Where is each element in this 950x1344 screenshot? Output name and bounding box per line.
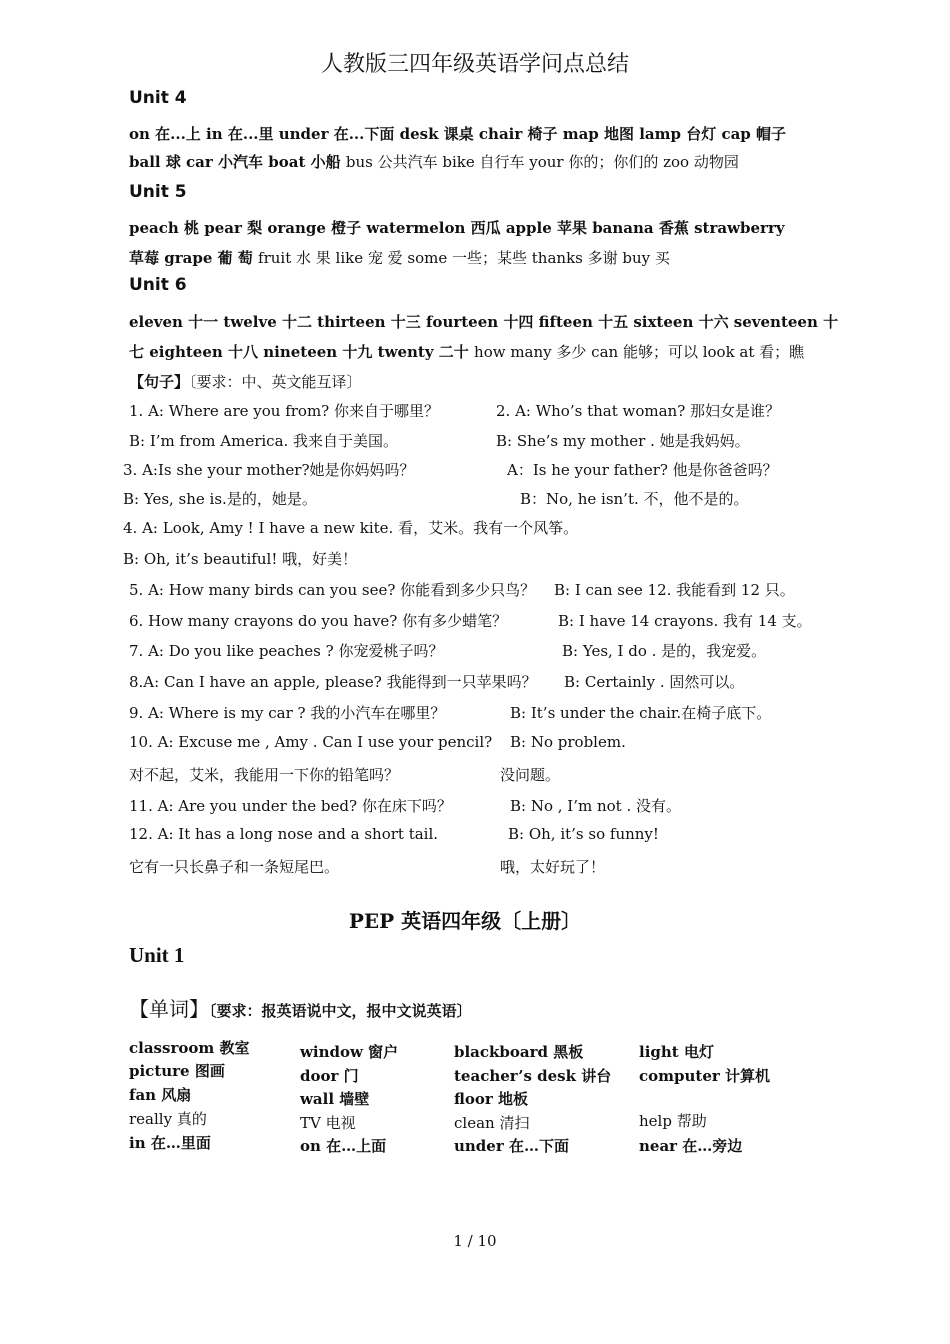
word-col1-row3: fan 风扇: [129, 1086, 192, 1104]
word-col3-row3: floor 地板: [454, 1090, 529, 1108]
sentence-2-right: B: She’s my mother . 她是我妈妈。: [496, 432, 750, 450]
sentence-11-left: 9. A: Where is my car ? 我的小汽车在哪里？: [129, 704, 446, 722]
sentence-14-left: 11. A: Are you under the bed? 你在床下吗？: [129, 797, 452, 815]
unit6-heading: Unit 6: [129, 275, 187, 295]
sentence-15-left: 12. A: It has a long nose and a short tail.: [129, 825, 439, 843]
word-col3-row4: clean 清扫: [454, 1114, 530, 1132]
sentence-7-left: 5. A: How many birds can you see? 你能看到多少只鸟？: [129, 581, 536, 599]
page-number: 1 / 10: [453, 1232, 497, 1250]
sentences-heading: [129, 371, 362, 392]
unit6-vocab-2-part-1: how many 多少 can 能够；可以 look at 看；瞧: [474, 343, 805, 361]
word-col2-row3: wall 墙壁: [300, 1090, 370, 1108]
word-col1-row5: in 在…里面: [129, 1134, 211, 1152]
sentence-3-right: A：Is he your father? 他是你爸爸吗？: [507, 461, 778, 479]
sentence-10-left: 8.A: Can I have an apple, please? 我能得到一只苹果吗？: [129, 673, 537, 691]
sentence-11-right: B: It’s under the chair.在椅子底下。: [510, 704, 772, 722]
unit5-vocab-1-part-0: peach 桃 pear 梨 orange 橙子 watermelon 西瓜 apple 苹果 banana 香蕉 strawberry: [129, 219, 785, 237]
sentence-10-right: B: Certainly . 固然可以。: [564, 673, 745, 691]
sentence-2-left: B: I’m from America. 我来自于美国。: [129, 432, 399, 450]
unit4-vocab-2-part-1: bus 公共汽车 bike 自行车 your 你的；你们的 zoo 动物园: [345, 153, 739, 171]
word-col4-row5: near 在…旁边: [639, 1137, 743, 1155]
unit4-vocab-line-2: [129, 151, 739, 172]
sentence-7-right: B: I can see 12. 我能看到 12 只。: [554, 581, 795, 599]
sentence-1-left: 1. A: Where are you from? 你来自于哪里？: [129, 402, 439, 420]
sentence-8-left: 6. How many crayons do you have? 你有多少蜡笔？: [129, 612, 508, 630]
sentence-16-right: 哦，太好玩了！: [500, 858, 606, 876]
unit5-heading: Unit 5: [129, 182, 187, 202]
grade4-section-title: PEP 英语四年级〔上册〕: [348, 909, 582, 933]
sentence-14-right: B: No , I’m not . 没有。: [510, 797, 682, 815]
word-col4-row1: light 电灯: [639, 1043, 714, 1061]
word-col2-row1: window 窗户: [300, 1043, 399, 1061]
word-col1-row4: really 真的: [129, 1110, 207, 1128]
sentence-6-left: B: Oh, it’s beautiful! 哦，好美！: [123, 550, 358, 568]
word-col2-row5: on 在…上面: [300, 1137, 387, 1155]
word-col2-row4: TV 电视: [300, 1114, 356, 1132]
sentence-13-right: 没问题。: [500, 766, 561, 784]
word-col2-row2: door 门: [300, 1067, 359, 1085]
sentences-heading-label: 【句子】: [129, 373, 190, 391]
word-col1-row2: picture 图画: [129, 1062, 225, 1080]
sentence-16-left: 它有一只长鼻子和一条短尾巴。: [129, 858, 340, 876]
unit4-vocab-1-part-0: on 在...上 in 在...里 under 在...下面 desk 课桌 chair 椅子 map 地图 lamp 台灯 cap 帽子: [129, 125, 787, 143]
word-col3-row2: teacher’s desk 讲台: [454, 1067, 612, 1085]
document-title: 人教版三四年级英语学问点总结: [320, 52, 629, 77]
unit6-vocab-1-part-0: eleven 十一 twelve 十二 thirteen 十三 fourteen 十四 fifteen 十五 sixteen 十六 seventeen 十: [129, 313, 839, 331]
words-heading: [129, 993, 472, 1022]
grade4-unit1-heading: Unit 1: [129, 943, 185, 967]
sentence-5-left: 4. A: Look, Amy ! I have a new kite. 看，艾米。我有一个风筝。: [123, 519, 579, 537]
unit5-vocab-2-part-0: 草莓 grape 葡 萄: [129, 249, 259, 267]
unit5-vocab-line-2: [129, 247, 670, 268]
word-col1-row1: classroom 教室: [129, 1039, 250, 1057]
sentence-9-left: 7. A: Do you like peaches ? 你宠爱桃子吗？: [129, 642, 444, 660]
unit4-vocab-2-part-0: ball 球 car 小汽车 boat 小船: [129, 153, 346, 171]
unit5-vocab-2-part-1: fruit 水 果 like 宠 爱 some 一些；某些 thanks 多谢 buy 买: [258, 249, 670, 267]
sentence-9-right: B: Yes, I do . 是的，我宠爱。: [562, 642, 767, 660]
word-col4-row4: help 帮助: [639, 1112, 707, 1130]
unit6-vocab-2-part-0: 七 eighteen 十八 nineteen 十九 twenty 二十: [129, 343, 475, 361]
sentence-15-right: B: Oh, it’s so funny!: [508, 825, 659, 843]
words-heading-label: 【单词】: [129, 997, 209, 1021]
sentence-12-right: B: No problem.: [510, 733, 626, 751]
word-col3-row5: under 在…下面: [454, 1137, 569, 1155]
unit6-vocab-line-1: [129, 311, 838, 332]
sentences-heading-requirement: 〔要求：中、英文能互译〕: [189, 373, 362, 391]
words-heading-requirement: 〔要求：报英语说中文，报中文说英语〕: [209, 1002, 472, 1020]
sentence-1-right: 2. A: Who’s that woman? 那妇女是谁？: [496, 402, 781, 420]
sentence-4-right: B：No, he isn’t. 不，他不是的。: [520, 490, 749, 508]
word-col4-row2: computer 计算机: [639, 1067, 771, 1085]
word-col3-row1: blackboard 黑板: [454, 1043, 584, 1061]
sentence-4-left: B: Yes, she is.是的，她是。: [123, 490, 317, 508]
sentence-13-left: 对不起，艾米，我能用一下你的铅笔吗？: [129, 766, 400, 784]
unit4-vocab-line-1: [129, 123, 786, 144]
sentence-3-left: 3. A:Is she your mother?她是你妈妈吗？: [123, 461, 415, 479]
sentence-12-left: 10. A: Excuse me , Amy . Can I use your pencil?: [129, 733, 493, 751]
sentence-8-right: B: I have 14 crayons. 我有 14 支。: [558, 612, 812, 630]
unit6-vocab-line-2: [129, 341, 804, 362]
unit5-vocab-line-1: [129, 217, 785, 238]
unit4-heading: Unit 4: [129, 88, 187, 108]
